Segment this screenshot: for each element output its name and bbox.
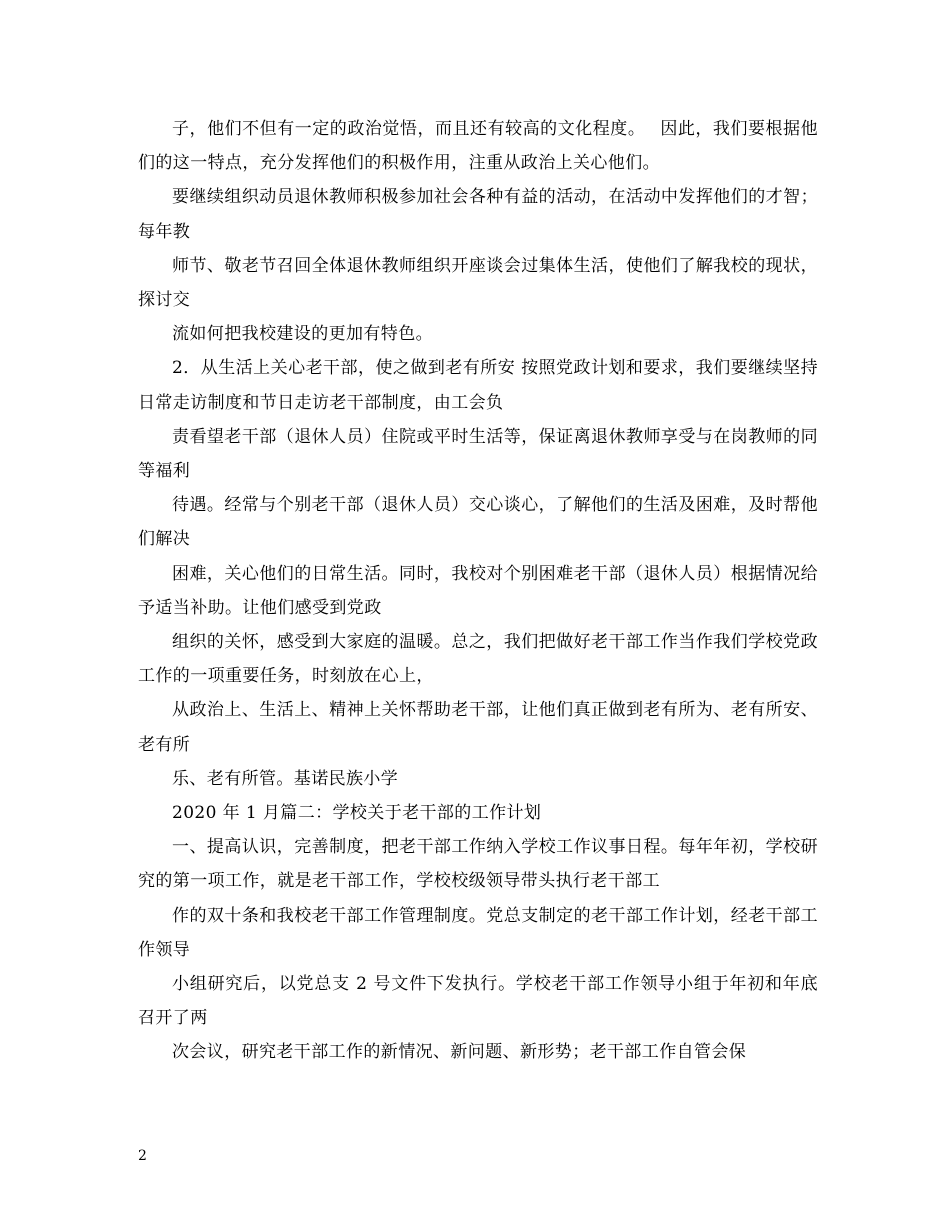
paragraph-continuation: 的才智；每年教 xyxy=(138,187,819,242)
paragraph xyxy=(138,693,818,761)
paragraph-line: 作的双十条和我校老干部工作管理制度。党总支制定的老干部工作计划，经 xyxy=(172,905,749,926)
paragraph xyxy=(138,317,818,351)
paragraph xyxy=(138,967,818,1035)
paragraph xyxy=(138,112,818,180)
paragraph xyxy=(138,762,818,796)
paragraph-continuation: 教师的同等福利 xyxy=(138,426,819,482)
paragraph-line: 小组研究后，以党总支 2 号文件下发执行。学校老干部工作领导小组于年初 xyxy=(172,974,766,995)
paragraph-line: 要继续组织动员退休教师积极参加社会各种有益的活动，在活动中发挥他们 xyxy=(172,187,749,208)
paragraph-continuation: 要根据他们的这一特点，充分发挥他们的积极作用，注重从政治上关心他们。 xyxy=(138,119,818,174)
paragraph xyxy=(138,180,818,248)
paragraph xyxy=(138,488,818,556)
paragraph-line: 困难，关心他们的日常生活。同时，我校对个别困难老干部（退休人员）根 xyxy=(172,563,749,584)
paragraph xyxy=(138,420,818,488)
paragraph-line: 从政治上、生活上、精神上关怀帮助老干部，让他们真正做到老有所为、老 xyxy=(172,700,749,721)
paragraph xyxy=(138,351,818,419)
paragraph xyxy=(138,557,818,625)
paragraph-line: 组织的关怀，感受到大家庭的温暖。总之，我们把做好老干部工作当作我们 xyxy=(172,632,749,653)
page-number: 2 xyxy=(138,1148,147,1164)
paragraph xyxy=(138,899,818,967)
paragraph-line: 待遇。经常与个别老干部（退休人员）交心谈心，了解他们的生活及困难， xyxy=(172,495,749,516)
paragraph-line: 一、提高认识，完善制度，把老干部工作纳入学校工作议事日程。每年年初， xyxy=(172,837,766,858)
paragraph xyxy=(138,1035,818,1069)
paragraph-continuation: 老干部工作领导 xyxy=(138,905,819,960)
paragraph-line: 乐、老有所管。基诺民族小学 xyxy=(172,768,399,789)
paragraph-continuation: 继续坚持日常走访制度和节日走访老干部制度，由工会负 xyxy=(138,358,818,413)
paragraph xyxy=(138,830,818,898)
paragraph-continuation: 据情况给予适当补助。让他们感受到党政 xyxy=(138,563,819,618)
paragraph-continuation: 学校研究的第一项工作，就是老干部工作，学校校级领导带头执行老干部工 xyxy=(138,837,818,892)
paragraph-line: 责看望老干部（退休人员）住院或平时生活等，保证离退休教师享受与在岗 xyxy=(172,426,749,447)
paragraph-continuation: 及时帮他们解决 xyxy=(138,495,819,550)
paragraph-line: 2．从生活上关心老干部，使之做到老有所安 按照党政计划和要求，我们要 xyxy=(172,358,749,379)
paragraph-line: 次会议，研究老干部工作的新情况、新问题、新形势；老干部工作自管会保 xyxy=(172,1042,747,1063)
paragraph-line: 子，他们不但有一定的政治觉悟，而且还有较高的文化程度。 因此，我们 xyxy=(172,119,748,139)
paragraph-line: 师节、敬老节召回全体退休教师组织开座谈会过集体生活，使他们了解我校 xyxy=(172,255,749,276)
paragraph-continuation: 和年底召开了两 xyxy=(138,974,819,1029)
paragraph-continuation: 有所安、老有所 xyxy=(138,700,819,755)
paragraph-continuation: 学校党政工作的一项重要任务，时刻放在心上， xyxy=(138,632,819,687)
document-body xyxy=(138,112,818,1070)
paragraph xyxy=(138,796,818,830)
paragraph-line: 流如何把我校建设的更加有特色。 xyxy=(172,324,433,345)
paragraph xyxy=(138,249,818,317)
paragraph-continuation: 的现状，探讨交 xyxy=(138,255,819,311)
paragraph xyxy=(138,625,818,693)
paragraph-line: 2020 年 1 月篇二：学校关于老干部的工作计划 xyxy=(172,803,542,824)
